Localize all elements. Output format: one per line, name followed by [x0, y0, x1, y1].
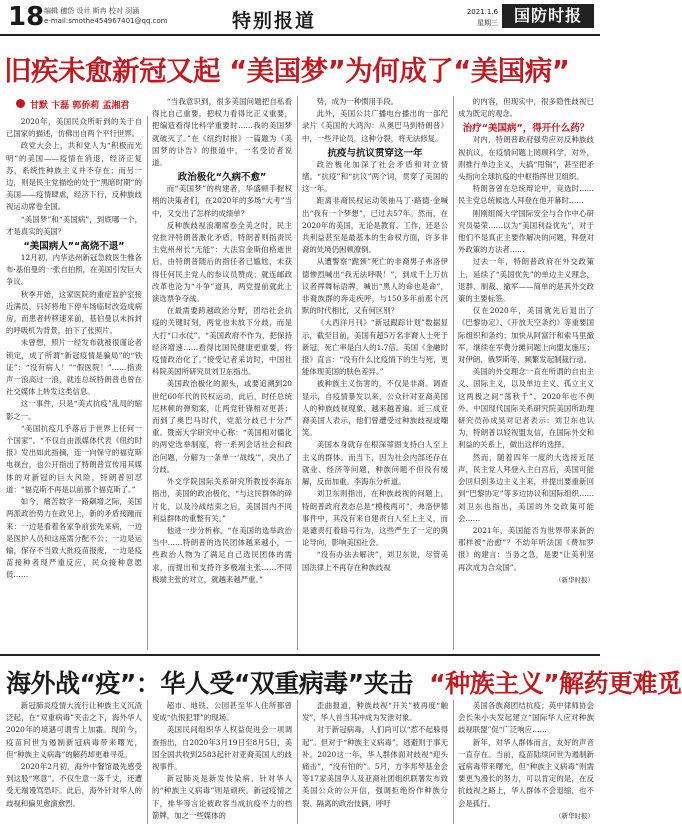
article-source: （新华时报）: [555, 575, 594, 584]
paragraph: 而“美国梦”的构建者，华盛顿手握权柄的决策者们，在2020年的多场“大考”当中，又交出了怎样的成绩单？: [152, 184, 292, 218]
paragraph: 此外，美国公共广播电台播出的一部纪录片《美国的大鸿沟：从奥巴马到特朗普》中，一些评论员，这种分裂，将无法修复。: [302, 109, 448, 143]
article2-column-3: [302, 700, 448, 824]
paragraph: 刘卫东则指出，在种族歧视的问题上，特朗普政府表态总是“模棱两可”，弗洛伊德事件中，其没有来自建责白人至上主义，而是谴责打着暗号行为，这些严生了一定的舆论导向，影响美国社会。: [302, 489, 448, 548]
paragraph: 对内，特朗普政府强势应对反种族歧视抗议，在疫情问题上罔顾科学，对外，则推行单边主义，大搞“甩锅”，甚至把矛头指向全球抗疫的中枢指挥世卫组织。: [458, 135, 594, 182]
paragraph: 新冠肺炎是新发传染病，针对华人的“种族主义病毒”则是顽疾。新冠疫情之下，排华等言论被政客当成抗疫不力的挡箭牌，加之一些媒体的: [152, 774, 292, 820]
subheading: 政治极化“久病不愈”: [177, 172, 267, 184]
paragraph: 仅在2020年，美国就先后退出了《巴黎协定》、《开放天空条约》等重要国际组织和条约；加快从阿富汗和索马里撤军，继续在军费分摊问题上向盟友施压；对伊朗、俄罗斯等，频繁发起制裁行动。: [458, 306, 594, 365]
paragraph: 政党大会上，共和党人为“积极而光明”的美国——疫情在消退，经济正复苏，系统性种族主义并不存在；而另一边，则是民主党描绘的处于“黑暗时期”的美国——疫情肆虐，经济下行，反种族歧视运动席卷全国。: [6, 141, 142, 212]
column-divider: [453, 700, 454, 824]
article-headline: 旧疾未愈新冠又起 “美国梦”为何成了“美国病”: [4, 55, 570, 87]
editor-email: e-mail:smothe454967401@qq.com: [44, 17, 168, 25]
paragraph: 2020年2月初，海外中餐馆最先感受到这股“寒意”。不仅生意一落千丈，还遭受无端谩骂恐吓。此后，海外针对华人的歧视和偏见愈演愈烈。: [6, 762, 142, 808]
section-title: 特别报道: [232, 10, 317, 32]
paragraph: 美国政治极化的源头，或要追溯到20世纪60年代的民权运动，此后，时任总统尼林顿的弹劾案，让两党针锋相对更甚；而到了奥巴马时代，党派分歧已十分严重。暨南大学研究中心称：“美国相对僵化的两党选举制度，将一系列会话社会和政治问题，分解为一条单一‘战线’”，突出了分歧。: [152, 379, 292, 474]
subheading: 抗疫与抗议贯穿这一年: [327, 147, 423, 159]
paragraph: 特朗普曾在总统辩论中，竞选时……民主党总统候选人拜登在他开幕时……: [458, 184, 594, 206]
paragraph: 2021年，美国能否为世界带来新的那样被“治愈”？不幼年听法国《费加罗报》的建言：当务之急，是要“让美利坚再次成为合众国”。: [458, 525, 594, 572]
paragraph: 新年，对华人群体而言，友好的声音一直存在。当前，疫苗陆续问世为遏制新冠病毒带来曙光，但“种族主义病毒”则需要更为漫长的努力，可以肯定的是，在反抗歧视之路上，华人群体不会退缩，也不会是孤行。: [458, 737, 594, 808]
paragraph: 势，成为一种惯用手段。: [316, 97, 399, 106]
section-divider: [0, 654, 600, 656]
paragraph: “没有办法去解决”，刘卫东说，尽管美国法律上不再存在种族歧视: [302, 550, 448, 572]
paragraph: “美国抗疫几乎落后于世界上任何一个国家”。“不仅自由派媒体代表《纽约时报》发出如此指摘，连一向保守的福克斯电视台，也公开指出了特朗普宣传用其媒体的对新冠的巨大风险，特朗普回怼道：“福克斯不再是以前那个福克斯了。”: [6, 423, 142, 494]
paragraph: 从遭警察“跪颈”死亡的非裔男子弗洛伊德惨烈喊出“我无法呼吸！”，到成千上万抗议者挥舞标语牌，喊出“黑人的命也是命”，非裔族群的奔走疾呼，与150多年前那个沉默的时代相比，又有何区别？: [302, 257, 448, 316]
column-divider: [147, 116, 148, 650]
paragraph: 政治极化加深了社会矛盾和对立情绪。“抗疫”和“抗议”两个词，贯穿了美国的这一年。: [302, 159, 448, 194]
paragraph: 美国本身就存在根深蒂固支持白人至上主义的群体。而当下，因为社会内部还存在就业、经济等问题，种族问题不但没有缓解，反而加重。李海东分析道。: [302, 440, 448, 487]
page-number: 18: [8, 2, 45, 32]
column-divider: [453, 96, 454, 650]
paragraph: 《大西洋月刊》“新冠跟踪计划”数据显示，截至目前，美国有超5万名非裔人士死于新冠，死亡率是白人的1.7倍。美国《金融时报》直言：“没有什么比疫情下的生与死，更能体现美国的肤色差异。”: [302, 318, 448, 377]
paragraph: “美国梦”和“美国病”，到底哪一个，才是真实的美国？: [6, 214, 142, 236]
masthead-logo: 国防时报: [502, 4, 594, 28]
column-divider: [297, 700, 298, 824]
article-column-4: [458, 96, 594, 650]
paragraph: 如今，痛苦数字一路飙增之际，美国两派政治势力在政见上，新的矛盾接踵而来：一边是看着各家争前张先来病，一边是医护人员和这座需分配不公；一边是运输，保存不当致大批疫苗报废，一边是疫苗接种者现严重反应，民众接种意愿低……: [6, 497, 142, 580]
article2-column-1: [6, 700, 142, 824]
paragraph: 美国的外交理念一直在所谓的自由主义、国际主义，以及单边主义、孤立主义这两极之间“荡秋千”。2020年也不例外。中国现代国际关系研究院美国所助理研究员孙成昊对记者表示：刘卫东也认为，特朗普以轻视盟友信，在国际外交和利益的关系上，做出这样的选择。: [458, 367, 594, 450]
article-column-3: [302, 96, 448, 650]
paragraph: 新冠肺炎疫情大流行让种族主义沉渣泛起，在“双重病毒”夹击之下，海外华人2020年的境遇可谓雪上加霜。现阶今，疫苗问世为遏制新冠病毒带来曙光，但“种族主义病毒”的解药却更难寻觅。: [6, 701, 142, 759]
article2-column-2: [152, 700, 292, 824]
paragraph: 这一事件，只是“美式抗疫”乱局的缩影之一。: [6, 399, 142, 421]
paragraph: 12月初，内华达州新冠急救医生雅各布·基伯曼的一张自拍照，在美国引发巨大争议。: [6, 253, 142, 287]
paragraph: 超市、地铁、公园甚至华人住所都曾变成“仇恨犯罪”的现场。: [152, 701, 292, 723]
paragraph: 过去一年，特朗普政府在外交政策上，延续了“美国优先”的单边主义理念，退群、制裁、撤军——简单的是其外交政策的主要标签。: [458, 257, 594, 304]
paragraph: 刚刚组阁大学国际安全与合作中心研究员晏荣……以为“美国利益优先”，对于他们不是真正主要作解决的问题，拜登对外政策的方法者……: [458, 208, 594, 255]
page-header: [0, 0, 600, 36]
paragraph: 美国民间组织华人权益促进会一项调查指出，自2020年3月19日至8月5日，美国全国共收到2583起针对亚裔美国人的歧视事件。: [152, 725, 292, 772]
paragraph: 在最需要跨越政治分野，团结社会抗疫的关键时刻，两党也未放下分歧，而是大打“口水仗”。“美国政府不作为，把保持经济增速……看得比国民健康更重要，将疫情政治化了。”接受记者采访时，中国社科院美国所研究员刘卫东指出。: [152, 306, 292, 377]
paragraph: 秋季开始，这家医院的重症监护室接近满员，只好将地下停车场临时改造成病房。而患者转移速来前，基伯曼以未拆封的呼吸机为背景，拍下了张照片。: [6, 289, 142, 336]
paragraph: “当我意识到，很多美国问题把自私看得比自己重要，把权力看得比正义重要，把编造看得比科学重要时……我的美国梦就破灭了。”在《纽约时报》一篇题为《美国梦的讣告》的报道中，一名受访者说道。: [152, 97, 292, 168]
paragraph: 2020年，美国民众所听到的关于自己国家的描述，仿佛出自两个平行世界。: [6, 117, 142, 139]
subheading: 治疗“美国病”，得开什么药？: [462, 123, 590, 135]
article-column-2: [152, 96, 292, 650]
article-byline: 甘默 卞磊 郭侨莉 孟湘君: [30, 98, 129, 111]
article2-headline: 海外战“疫”：华人受“双重病毒”夹击 “种族主义”解药更难觅: [6, 669, 682, 698]
paragraph: 对于新冠病毒，人们尚可以“惹不起躲得起”。但对于“种族主义病毒”，逃避则于事无补。2020这一年，华人群体面对歧视“迎头痛击”，“没有怕的”。5月，方李邦琴基金会等17家美国华人及亚裔社团组织联署发布致美国公众的公开信，强调拒绝纷作种族分裂、隔离的政治伎俩，呼吁: [302, 725, 448, 808]
paragraph: 被种族主义伤害的，不仅是非裔。调查显示，自疫情暴发以来，公众针对亚裔美国人的种族歧视现象，越来越普遍。近三成亚裔美国人表示，他们曾遭受过种族歧视或嘲笑。: [302, 379, 448, 438]
paragraph: 距离非裔民权运动领袖马丁·路德·金喊出“我有一个梦想”，已过去57年。然而，在2020年的美国，无论是教育、工作，还是公共利益甚至是最基本的生命权方面，许多非裔的处境仍困顿潦倒。: [302, 196, 448, 255]
paragraph: 他进一步分析称，“在美国的选举政治当中……特朗普的选民团体越来越小，一些政治人物为了满足自己选民团体的需求，而提出和支持许多极端主张……不同极端主张的对立，就越来越严重。”: [152, 525, 292, 584]
paragraph: 歪曲报道，种族歧视“开关”被再度“触发”，华人首当其冲成为发泄对象。: [302, 701, 448, 723]
article2-column-4: [458, 700, 594, 824]
paragraph: 然而，随着四年一度的大选接近尾声，民主党人拜登入主白宫后，美国可能会回归到多边主义主来，并提出要重新回到“巴黎协定”等多边协议和国际组织……刘卫东也指出，美国的外交政策可能会……: [458, 452, 594, 523]
issue-date: 2021.1.6 星期三: [466, 8, 498, 27]
paragraph: 反种族歧视浪潮席卷全美之时，民主党批评特朗普激化矛盾，特朗普则指责民主党州州长“无能”：大法官金斯伯格逝世后，由特朗普随后的指任者已尴尬，未获得任何民主党人的参议员赞成；就连邮政改革也沦为“斗争”道具，两党提前就此上演选票争夺战。: [152, 220, 292, 304]
paragraph: 外交学院国际关系研究所教授李海东指出，美国的政治极化，“与这民群体的碎片化，以及冷战结束之后，美国国内不同利益群体的重整有关。”: [152, 477, 292, 523]
column-divider: [147, 700, 148, 824]
article2-source: （新华时报）: [555, 811, 594, 820]
paragraph: 美国各族裔团结抗疫；英中律师协会会长朱小夫发起建立“国际华人应对种族歧视联盟”促“广泛响应……: [458, 701, 594, 735]
paragraph: 未曾想，照片一经发布就被很谨论者锁定，成了所谓“新冠疫情是骗局”的“铁证”：“没有病人！”“假医院！”……指责声一浪高过一浪，就连总统特朗普也曾在社交媒体上转发这类信息。: [6, 338, 142, 397]
column-divider: [297, 96, 298, 650]
editor-credits: 编辑 穗岱 设计 斯冉 校对 羽涵: [44, 7, 140, 15]
article-column-1: [6, 116, 142, 650]
subheading: “美国病人”“高烧不退”: [23, 241, 125, 253]
paragraph: 的内容，但现实中，很多隐性歧视已成为既定的观念。: [458, 97, 594, 119]
